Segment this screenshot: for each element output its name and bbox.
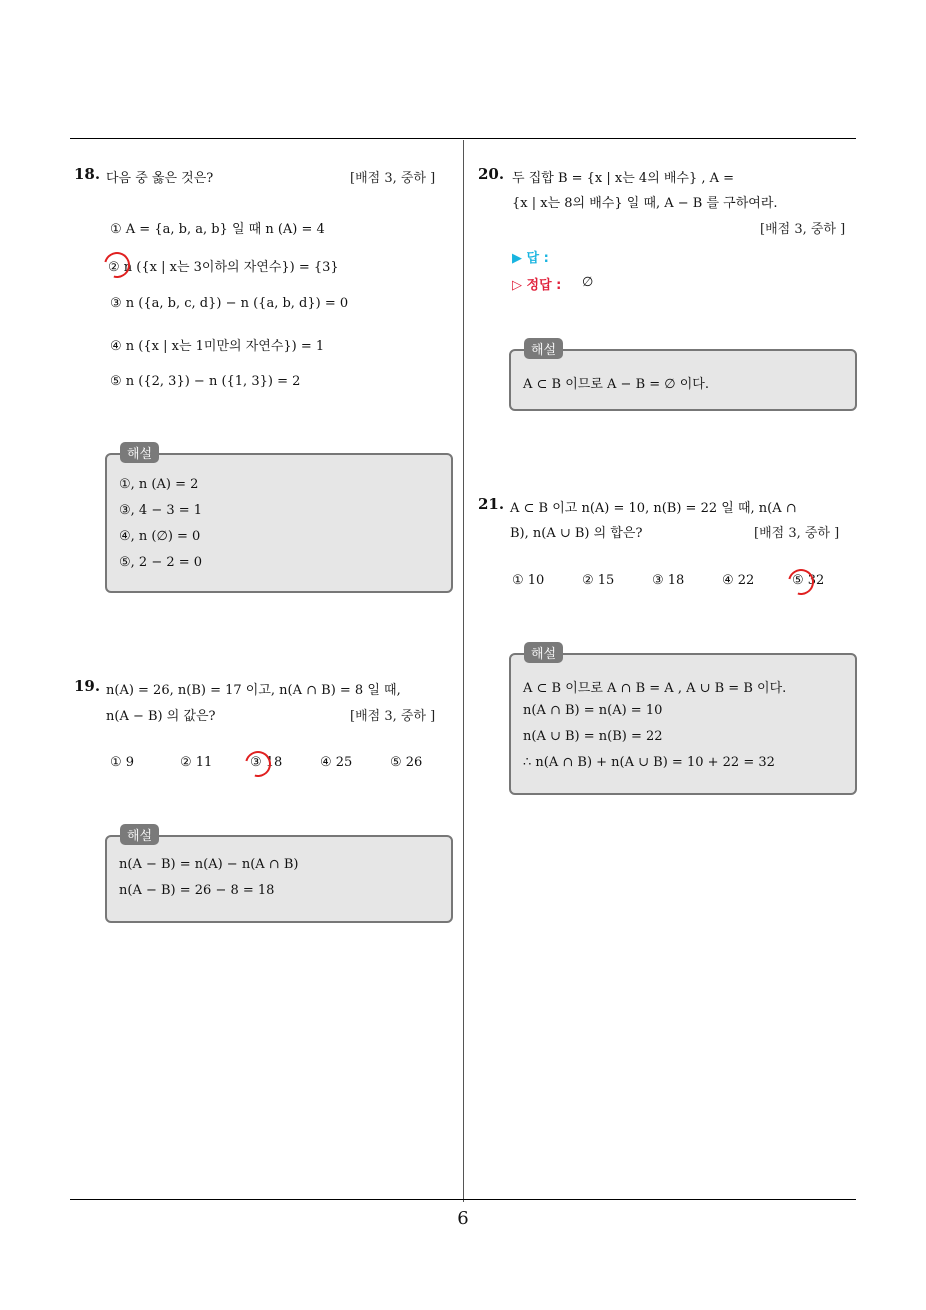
option-5[interactable]: ⑤ 32	[792, 573, 825, 588]
answer-label: ▶ 답 :	[512, 251, 549, 266]
option-1[interactable]: ① 9	[110, 755, 135, 770]
solution-box	[509, 349, 857, 411]
option-3[interactable]: ③ n ({a, b, c, d}) − n ({a, b, d}) = 0	[110, 296, 349, 311]
solution-box	[509, 653, 857, 795]
page-number: 6	[457, 1208, 469, 1229]
solution-line: ∴ n(A ∩ B) + n(A ∪ B) = 10 + 22 = 32	[523, 755, 775, 770]
answer-mark-circle	[99, 247, 135, 283]
solution-tag: 해설	[120, 442, 159, 463]
solution-tag: 해설	[120, 824, 159, 845]
score-meta: [배점 3, 중하 ]	[350, 171, 436, 186]
score-meta: [배점 3, 중하 ]	[350, 709, 436, 724]
question-stem: A ⊂ B 이고 n(A) = 10, n(B) = 22 일 때, n(A ∩	[510, 501, 797, 516]
solution-tag: 해설	[524, 642, 563, 663]
option-2[interactable]: ② 11	[180, 755, 213, 770]
solution-line: n(A − B) = n(A) − n(A ∩ B)	[119, 857, 299, 872]
question-number: 20.	[478, 165, 505, 183]
option-4[interactable]: ④ n ({x | x는 1미만의 자연수}) = 1	[110, 339, 325, 354]
correct-value: ∅	[582, 275, 594, 290]
question-number: 19.	[74, 677, 101, 695]
top-rule	[70, 138, 856, 139]
solution-line: n(A − B) = 26 − 8 = 18	[119, 883, 275, 898]
question-stem-line2: B), n(A ∪ B) 의 합은?	[510, 526, 643, 541]
solution-line: ③, 4 − 3 = 1	[119, 503, 203, 518]
question-stem: 다음 중 옳은 것은?	[106, 171, 214, 186]
option-3[interactable]: ③ 18	[652, 573, 685, 588]
column-divider	[463, 140, 464, 1202]
solution-line: A ⊂ B 이므로 A ∩ B = A , A ∪ B = B 이다.	[523, 681, 787, 696]
answer-mark-circle	[783, 564, 819, 600]
question-number: 18.	[74, 165, 101, 183]
question-number: 21.	[478, 495, 505, 513]
solution-line: A ⊂ B 이므로 A − B = ∅ 이다.	[523, 377, 709, 392]
option-2[interactable]: ② 15	[582, 573, 615, 588]
question-stem: 두 집합 B = {x | x는 4의 배수} , A =	[512, 171, 735, 186]
solution-box	[105, 453, 453, 593]
option-1[interactable]: ① 10	[512, 573, 545, 588]
correct-label: ▷ 정답 :	[512, 278, 562, 293]
solution-line: ⑤, 2 − 2 = 0	[119, 555, 203, 570]
solution-box	[105, 835, 453, 923]
option-2[interactable]: ② n ({x | x는 3이하의 자연수}) = {3}	[108, 260, 339, 275]
solution-line: ④, n (∅) = 0	[119, 529, 201, 544]
score-meta: [배점 3, 중하 ]	[760, 222, 846, 237]
answer-mark-circle	[240, 746, 276, 782]
score-meta: [배점 3, 중하 ]	[754, 526, 840, 541]
solution-tag: 해설	[524, 338, 563, 359]
option-3[interactable]: ③ 18	[250, 755, 283, 770]
solution-line: n(A ∩ B) = n(A) = 10	[523, 703, 663, 718]
question-stem-line2: {x | x는 8의 배수} 일 때, A − B 를 구하여라.	[512, 196, 778, 211]
solution-line: n(A ∪ B) = n(B) = 22	[523, 729, 663, 744]
question-stem-line2: n(A − B) 의 값은?	[106, 709, 216, 724]
option-5[interactable]: ⑤ 26	[390, 755, 423, 770]
question-stem: n(A) = 26, n(B) = 17 이고, n(A ∩ B) = 8 일 때,	[106, 683, 401, 698]
option-4[interactable]: ④ 25	[320, 755, 353, 770]
bottom-rule	[70, 1199, 856, 1200]
option-1[interactable]: ① A = {a, b, a, b} 일 때 n (A) = 4	[110, 222, 325, 237]
option-5[interactable]: ⑤ n ({2, 3}) − n ({1, 3}) = 2	[110, 374, 301, 389]
solution-line: ①, n (A) = 2	[119, 477, 199, 492]
option-4[interactable]: ④ 22	[722, 573, 755, 588]
